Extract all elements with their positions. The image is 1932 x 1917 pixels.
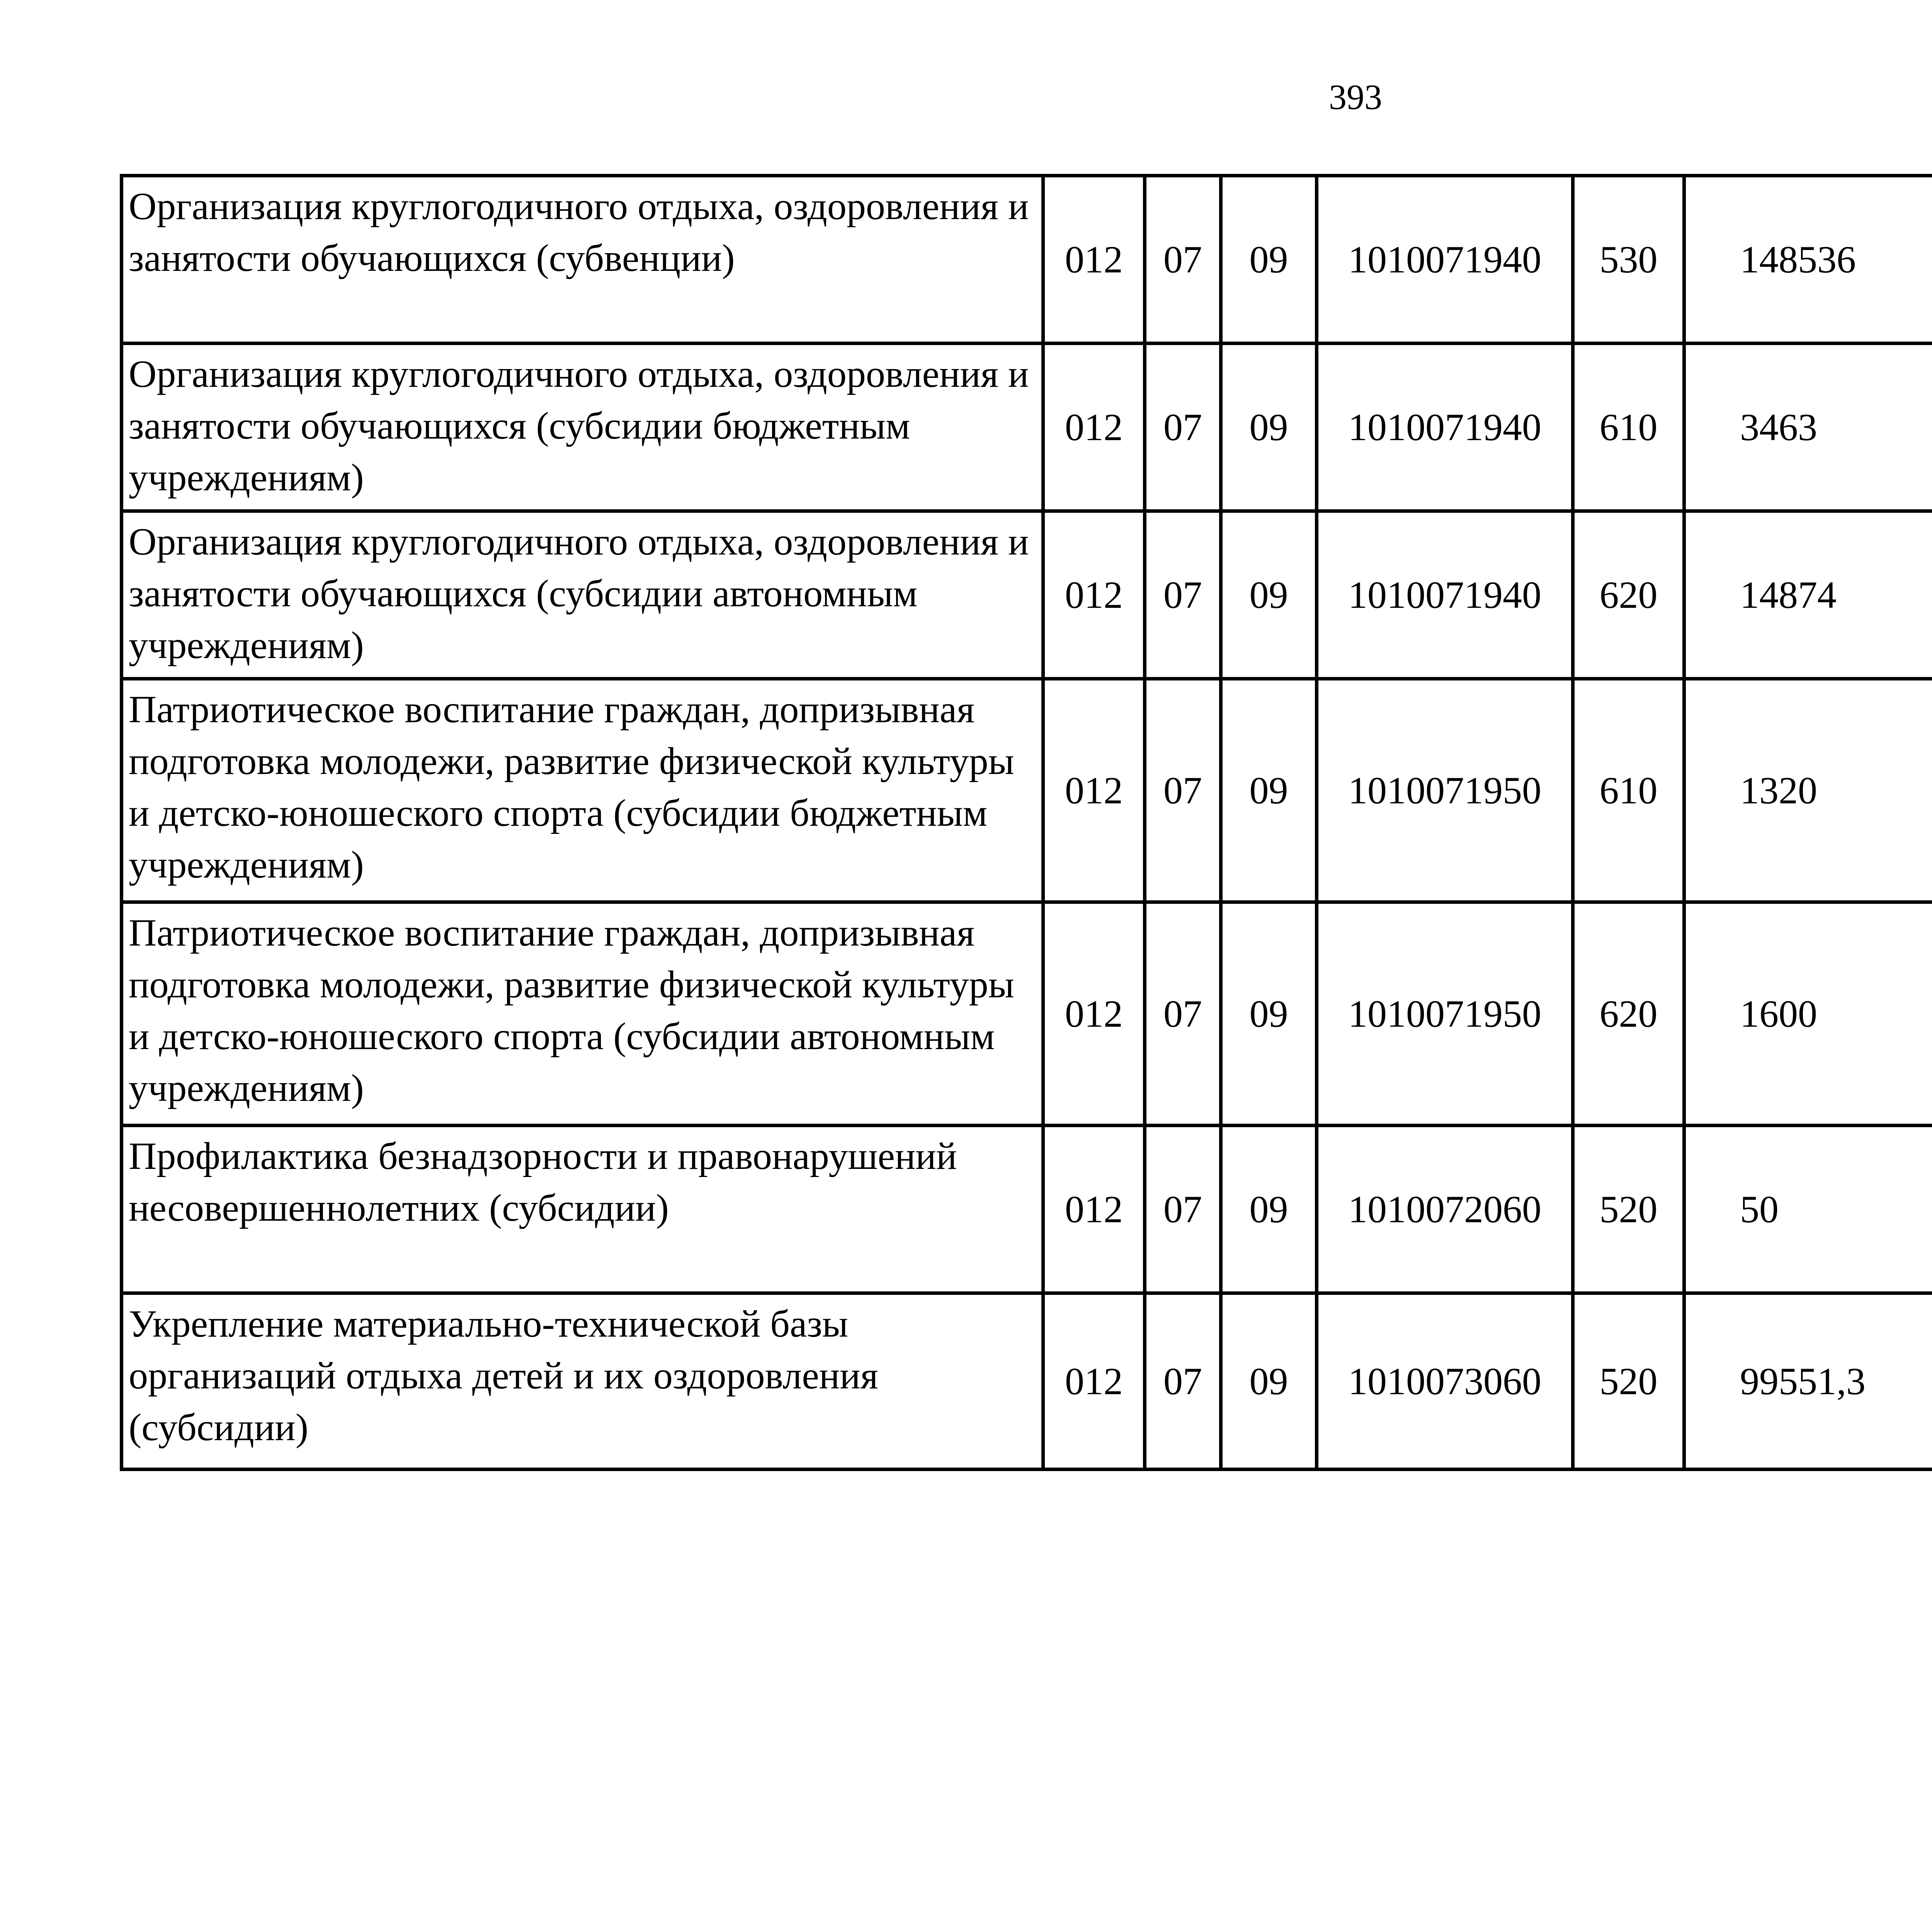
table-row [122, 902, 1932, 1126]
ministry-code-cell: 012 [1043, 902, 1145, 1126]
subsection-code-cell: 09 [1221, 1293, 1317, 1470]
amount-1-cell: 3463 [1684, 344, 1932, 511]
ministry-code-cell: 012 [1043, 511, 1145, 679]
amount-1-cell: 99551,3 [1684, 1293, 1932, 1470]
expense-type-cell: 610 [1573, 679, 1684, 902]
target-article-cell: 1010071950 [1317, 679, 1573, 902]
expense-type-cell: 520 [1573, 1126, 1684, 1293]
description-cell: Организация круглогодичного отдыха, оздоровления и занятости обучающихся (субсидии бюджетным учреждениям) [122, 344, 1043, 511]
ministry-code-cell: 012 [1043, 1293, 1145, 1470]
description-cell: Патриотическое воспитание граждан, допризывная подготовка молодежи, развитие физической культуры и детско-юношеского спорта (субсидии бюджетным учреждениям) [122, 679, 1043, 902]
subsection-code-cell: 09 [1221, 1126, 1317, 1293]
target-article-cell: 1010073060 [1317, 1293, 1573, 1470]
ministry-code-cell: 012 [1043, 176, 1145, 344]
expense-type-cell: 520 [1573, 1293, 1684, 1470]
target-article-cell: 1010071940 [1317, 344, 1573, 511]
subsection-code-cell: 09 [1221, 176, 1317, 344]
target-article-cell: 1010072060 [1317, 1126, 1573, 1293]
amount-1-cell: 50 [1684, 1126, 1932, 1293]
expense-type-cell: 530 [1573, 176, 1684, 344]
description-cell: Укрепление материально-технической базы организаций отдыха детей и их оздоровления (субсидии) [122, 1293, 1043, 1470]
section-code-cell: 07 [1145, 1126, 1221, 1293]
amount-1-cell: 148536 [1684, 176, 1932, 344]
target-article-cell: 1010071940 [1317, 176, 1573, 344]
ministry-code-cell: 012 [1043, 344, 1145, 511]
target-article-cell: 1010071950 [1317, 902, 1573, 1126]
section-code-cell: 07 [1145, 511, 1221, 679]
subsection-code-cell: 09 [1221, 679, 1317, 902]
amount-1-cell: 1320 [1684, 679, 1932, 902]
description-cell: Организация круглогодичного отдыха, оздоровления и занятости обучающихся (субсидии автономным учреждениям) [122, 511, 1043, 679]
target-article-cell: 1010071940 [1317, 511, 1573, 679]
description-cell: Организация круглогодичного отдыха, оздоровления и занятости обучающихся (субвенции) [122, 176, 1043, 344]
ministry-code-cell: 012 [1043, 679, 1145, 902]
table-row [122, 176, 1932, 344]
section-code-cell: 07 [1145, 1293, 1221, 1470]
expense-type-cell: 620 [1573, 511, 1684, 679]
subsection-code-cell: 09 [1221, 511, 1317, 679]
table-row [122, 1293, 1932, 1470]
table-row [122, 511, 1932, 679]
table-row [122, 1126, 1932, 1293]
expense-type-cell: 610 [1573, 344, 1684, 511]
subsection-code-cell: 09 [1221, 344, 1317, 511]
subsection-code-cell: 09 [1221, 902, 1317, 1126]
section-code-cell: 07 [1145, 344, 1221, 511]
section-code-cell: 07 [1145, 176, 1221, 344]
section-code-cell: 07 [1145, 902, 1221, 1126]
ministry-code-cell: 012 [1043, 1126, 1145, 1293]
description-cell: Патриотическое воспитание граждан, допризывная подготовка молодежи, развитие физической культуры и детско-юношеского спорта (субсидии автономным учреждениям) [122, 902, 1043, 1126]
description-cell: Профилактика безнадзорности и правонарушений несовершеннолетних (субсидии) [122, 1126, 1043, 1293]
budget-table [120, 174, 1932, 1471]
table-row [122, 344, 1932, 511]
amount-1-cell: 1600 [1684, 902, 1932, 1126]
section-code-cell: 07 [1145, 679, 1221, 902]
amount-1-cell: 14874 [1684, 511, 1932, 679]
page-number: 393 [1329, 77, 1382, 117]
table-row [122, 679, 1932, 902]
expense-type-cell: 620 [1573, 902, 1684, 1126]
